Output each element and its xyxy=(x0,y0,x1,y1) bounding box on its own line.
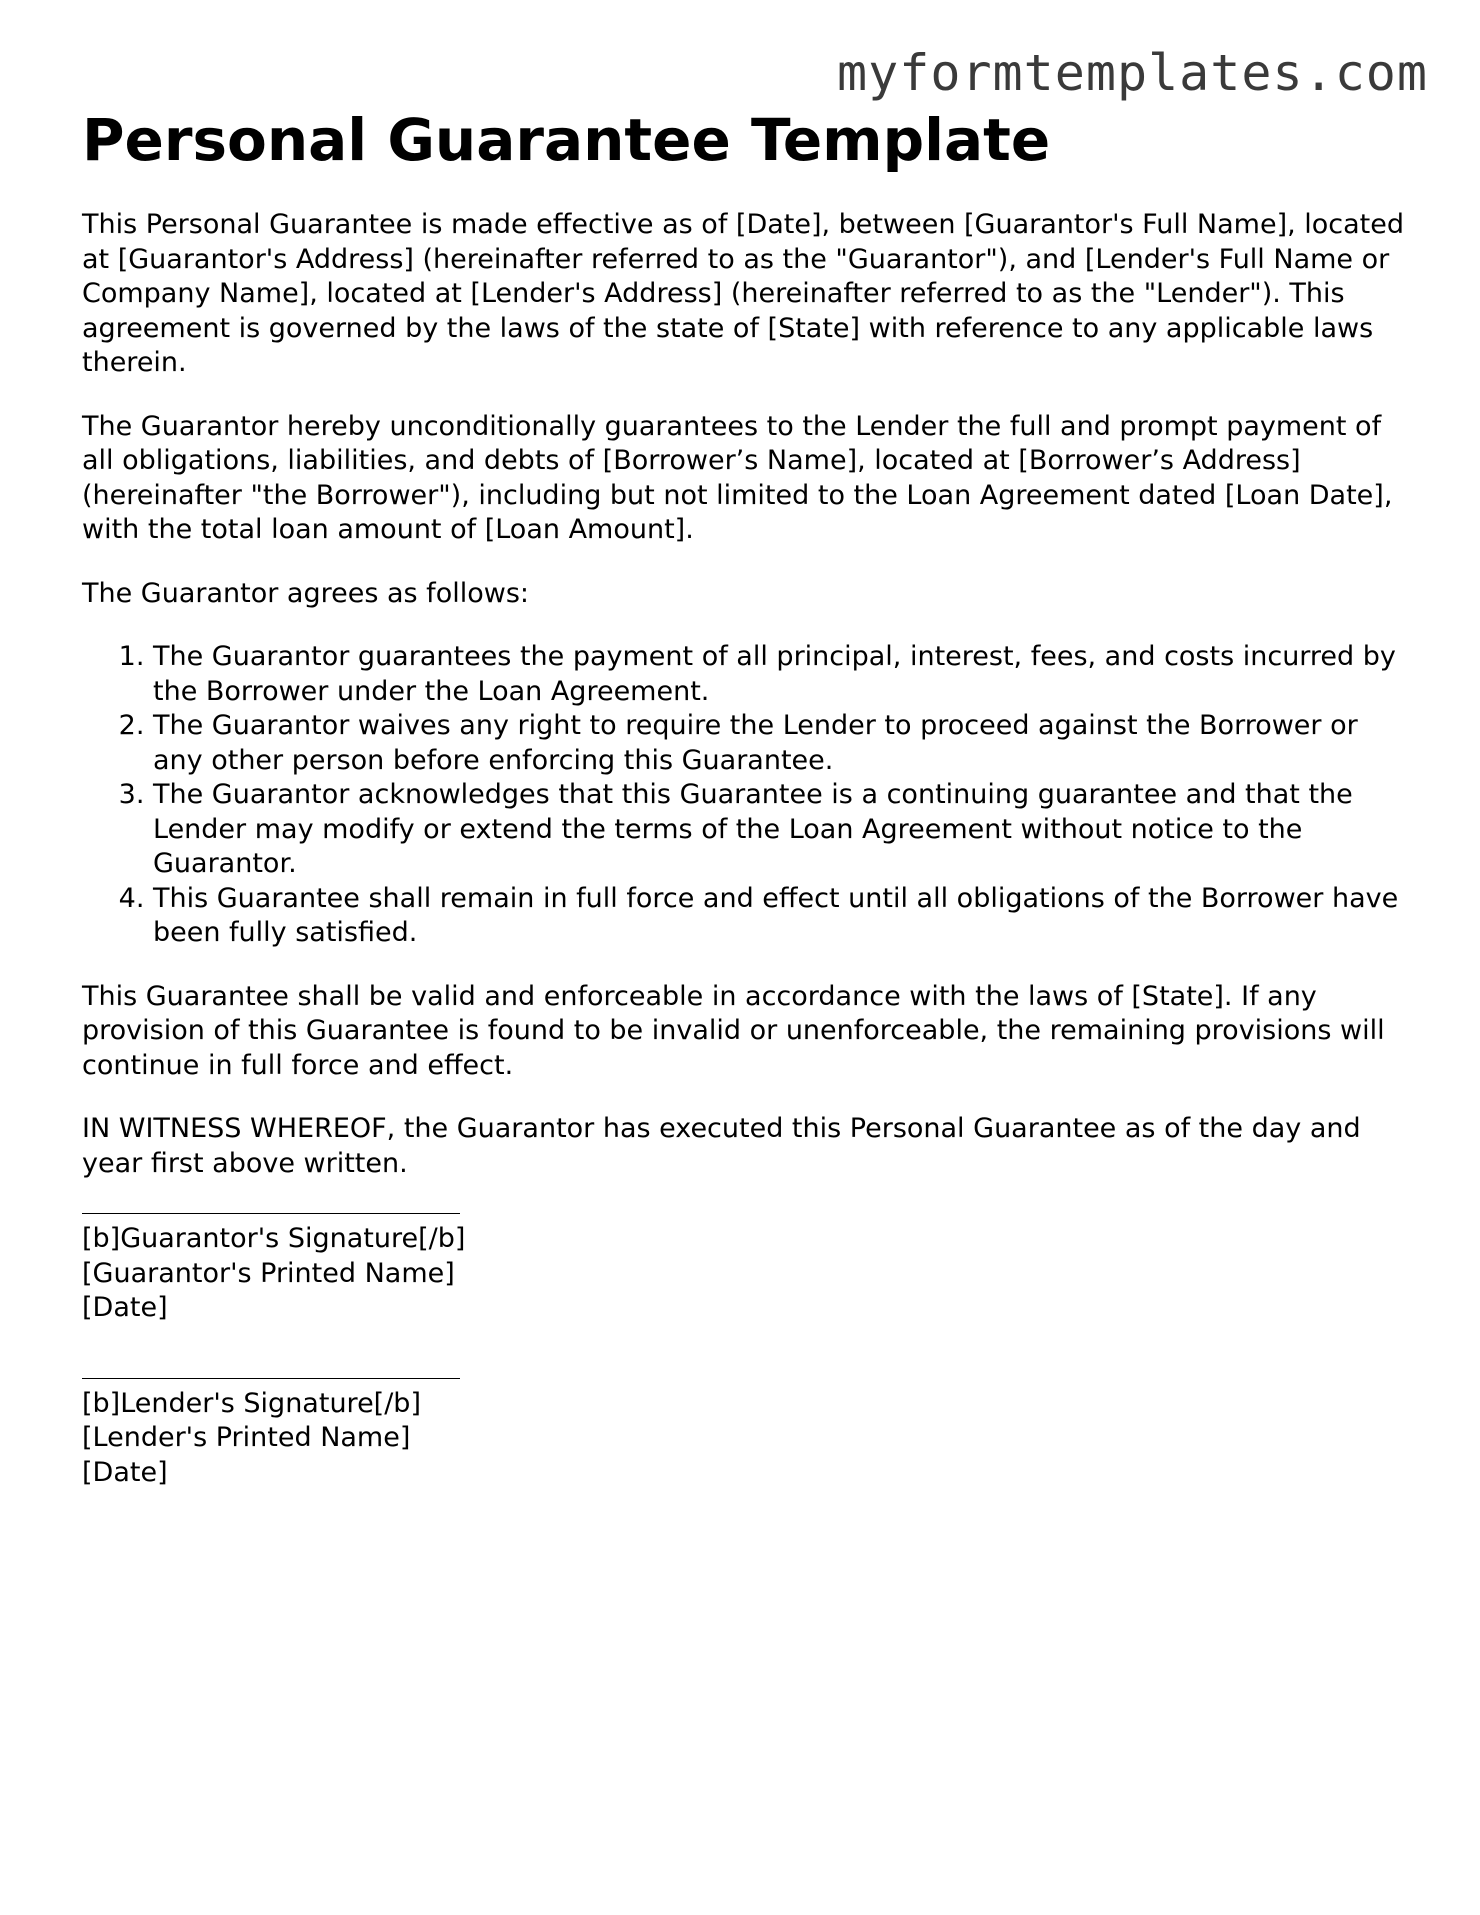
agrees-paragraph: The Guarantor agrees as follows: xyxy=(82,577,529,609)
intro-paragraph: This Personal Guarantee is made effective as of [Date], between [Guarantor's Full Name], located at [Guarantor's Address] (hereinafter referred to as the "Guarantor"), and [Lender's Full Name or Company Name], located at [Lender's Address] (hereinafter referred to as the "Lender"). This agreement is governed by the laws of the state of [State] with reference to any applicable laws therein. xyxy=(82,209,1405,378)
validity-paragraph: This Guarantee shall be valid and enforceable in accordance with the laws of [State]. If any provision of this Guarantee is found to be invalid or unenforceable, the remaining provisions will continue in full force and effect. xyxy=(82,980,1385,1081)
document-title: Personal Guarantee Template xyxy=(82,106,1051,174)
guarantor-date: [Date] xyxy=(82,1292,168,1323)
list-item: 3. The Guarantor acknowledges that this Guarantee is a continuing guarantee and that the Lender may modify or extend the terms of the Loan Agreement without notice to the Guarantor. xyxy=(153,778,1412,882)
guarantor-signature-line xyxy=(82,1203,460,1214)
list-item: 2. The Guarantor waives any right to require the Lender to proceed against the Borrower or any other person before enforcing this Guarantee. xyxy=(153,709,1412,778)
list-item: 1. The Guarantor guarantees the payment of all principal, interest, fees, and costs incurred by the Borrower under the Loan Agreement. xyxy=(153,640,1412,709)
guarantee-paragraph: The Guarantor hereby unconditionally guarantees to the Lender the full and prompt payment of all obligations, liabilities, and debts of [Borrower’s Name], located at [Borrower’s Address] (hereinafter "the Borrower"), including but not limited to the Loan Agreement dated [Loan Date], with the total loan amount of [Loan Amount]. xyxy=(82,410,1393,545)
witness-paragraph: IN WITNESS WHEREOF, the Guarantor has executed this Personal Guarantee as of the day and year first above written. xyxy=(82,1113,1361,1179)
guarantor-signature-label: [b]Guarantor's Signature[/b] xyxy=(82,1223,466,1254)
list-item: 4. This Guarantee shall remain in full force and effect until all obligations of the Borrower have been fully satisfied. xyxy=(153,882,1412,951)
document-page xyxy=(82,104,1412,1490)
lender-signature-block xyxy=(82,1368,1412,1491)
guarantor-printed-name: [Guarantor's Printed Name] xyxy=(82,1257,455,1289)
guarantor-signature-block xyxy=(82,1203,1412,1326)
site-watermark: myformtemplates.com xyxy=(837,44,1428,102)
signature-spacer xyxy=(82,1326,1412,1368)
lender-signature-line xyxy=(82,1368,460,1379)
terms-list xyxy=(82,640,1412,951)
lender-date: [Date] xyxy=(82,1456,168,1488)
lender-printed-name: [Lender's Printed Name] xyxy=(82,1422,411,1453)
lender-signature-label: [b]Lender's Signature[/b] xyxy=(82,1387,421,1419)
